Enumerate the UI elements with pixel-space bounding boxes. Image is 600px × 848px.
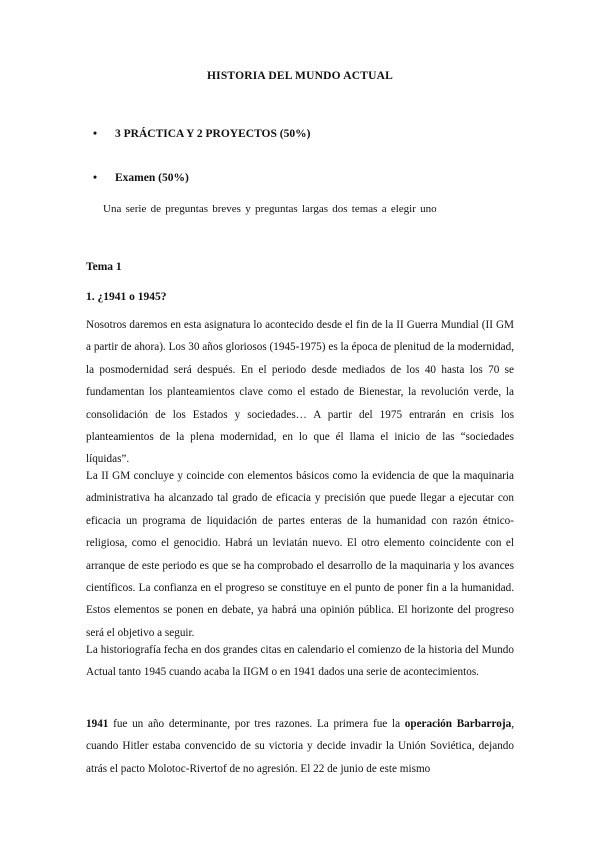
bullet-text: Examen (50%)	[115, 172, 189, 184]
bullet-marker: •	[93, 172, 98, 184]
paragraph: La II GM concluye y coincide con elementos básicos como la evidencia de que la maquinaria administrativa ha alcanzado tal grado de eficacia y precisión que puede llegar a ejecutar con eficacia un programa de liquidación de partes enteras de la humanidad con razón étnico-religiosa, como el genocidio. Habrá un leviatán nuevo. El otro elemento coincidente con el arranque de este periodo es que se ha comprobado el desarrollo de la maquinaria y los avances científicos. La confianza en el progreso se constituye en el punto de poner fin a la humanidad. Estos elementos se ponen en debate, ya habrá una opinión pública. El horizonte del progreso será el objetivo a seguir.	[86, 470, 514, 639]
paragraph: La historiografía fecha en dos grandes citas en calendario el comienzo de la historia del Mundo Actual tanto 1945 cuando acaba la IIGM o en 1941 dados una serie de acontecimientos.	[86, 644, 514, 679]
bullet-text: 3 PRÁCTICA Y 2 PROYECTOS (50%)	[115, 128, 311, 140]
paragraph-text: fue un año determinante, por tres razones. La primera fue la	[108, 718, 405, 730]
question-heading: 1. ¿1941 o 1945?	[86, 291, 167, 303]
bullet-item	[93, 172, 189, 184]
intro-text: Una serie de preguntas breves y preguntas largas dos temas a elegir uno	[103, 203, 437, 215]
bullet-item	[93, 128, 310, 140]
paragraph: Nosotros daremos en esta asignatura lo acontecido desde el fin de la II Guerra Mundial (II GM a partir de ahora). Los 30 años gloriosos (1945-1975) es la época de plenitud de la modernidad, la posmodernidad será después. En el periodo desde mediados de los 40 hasta los 70 se fundamentan los planteamientos clave como el estado de Bienestar, la revolución verde, la consolidación de los Estados y sociedades… A partir del 1975 entrarán en crisis los planteamientos de la plena modernidad, en lo que él llama el inicio de las “sociedades líquidas”.	[86, 319, 514, 466]
paragraph	[86, 713, 514, 780]
document-title: HISTORIA DEL MUNDO ACTUAL	[207, 70, 393, 82]
bullet-marker: •	[93, 128, 98, 140]
year-highlight: 1941	[86, 718, 109, 730]
tema-heading: Tema 1	[86, 261, 122, 273]
operation-highlight: operación Barbarroja	[404, 718, 512, 730]
paragraph-text: , cuando Hitler estaba convencido de su victoria y decide invadir la Unión Soviética, dejando atrás el pacto Molotoc-Rivertof de no agresión. El 22 de junio de este mismo	[86, 718, 514, 775]
